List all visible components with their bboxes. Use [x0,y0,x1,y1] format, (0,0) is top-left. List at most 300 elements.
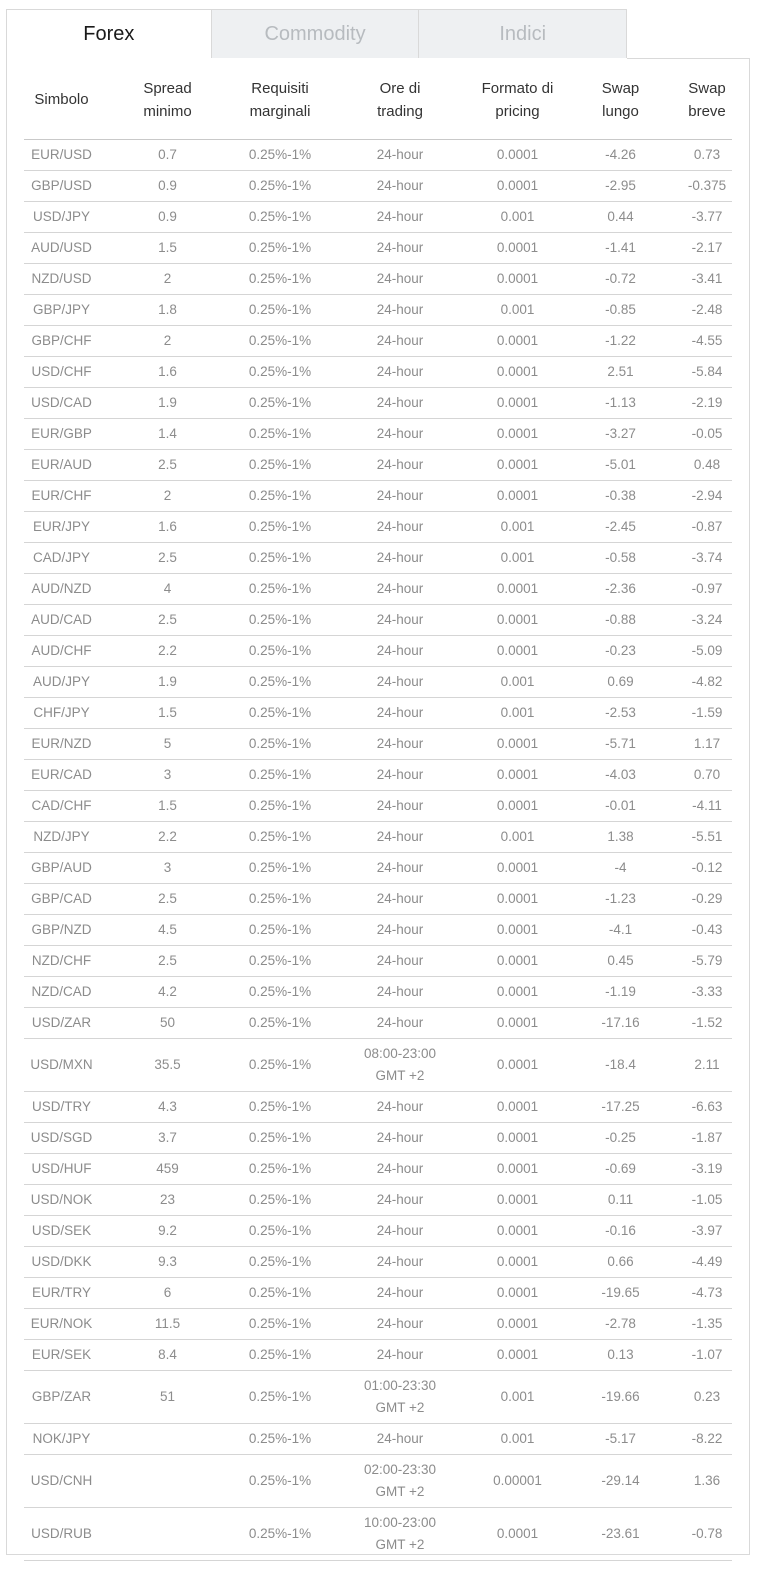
cell-trading-hours [324,1039,476,1092]
cell-text: 24-hour [376,519,424,534]
cell-text: 24-hour [376,984,424,999]
cell-text: NOK/JPY [32,1431,91,1446]
cell-margin-requirement [236,1216,324,1247]
cell-text: USD/CHF [31,364,92,379]
cell-symbol [24,1216,99,1247]
column-header-line: pricing [495,102,540,120]
cell-text: 4 [163,581,172,596]
cell-text: -2.36 [605,581,636,596]
cell-text: 0.25%-1% [248,1254,312,1269]
cell-text: 0.0001 [496,1223,539,1238]
cell-short-swap [682,450,732,481]
cell-short-swap [682,1247,732,1278]
cell-text: 0.0001 [496,240,539,255]
cell-short-swap [682,1340,732,1371]
cell-long-swap [559,140,682,171]
cell-text: -18.4 [605,1057,636,1072]
tab-forex[interactable]: Forex [6,9,212,59]
table-row [24,977,732,1008]
cell-text: 1.9 [158,674,177,689]
cell-symbol [24,977,99,1008]
cell-short-swap [682,1455,732,1508]
cell-text: 01:00-23:30 [363,1378,437,1393]
table-row [24,419,732,450]
cell-trading-hours [324,1309,476,1340]
cell-text: 2 [163,333,172,348]
cell-min-spread [99,140,236,171]
cell-text: 0.48 [693,457,721,472]
cell-min-spread [99,543,236,574]
cell-margin-requirement [236,295,324,326]
cell-trading-hours [324,1185,476,1216]
table-row [24,667,732,698]
cell-long-swap [559,822,682,853]
cell-text: -0.87 [691,519,723,534]
cell-text: -1.05 [691,1192,723,1207]
cell-margin-requirement [236,1154,324,1185]
cell-margin-requirement [236,1340,324,1371]
cell-symbol [24,1309,99,1340]
cell-text: 0.0001 [496,953,539,968]
cell-text: 0.25%-1% [248,1389,312,1404]
cell-text: -2.95 [605,178,636,193]
cell-symbol [24,729,99,760]
cell-text: -2.48 [691,302,723,317]
cell-text: 0.0001 [496,922,539,937]
table-row [24,1309,732,1340]
cell-short-swap [682,1424,732,1455]
cell-text: 24-hour [376,891,424,906]
cell-short-swap [682,698,732,729]
cell-long-swap [559,1455,682,1508]
cell-min-spread [99,884,236,915]
cell-trading-hours [324,1424,476,1455]
cell-text: 0.25%-1% [248,395,312,410]
cell-long-swap [559,1309,682,1340]
cell-margin-requirement [236,357,324,388]
cell-text: 0.73 [693,147,721,162]
cell-symbol [24,1039,99,1092]
table-row [24,1008,732,1039]
cell-trading-hours [324,233,476,264]
cell-text: CAD/CHF [31,798,92,813]
cell-text: -1.07 [691,1347,723,1362]
cell-long-swap [559,1039,682,1092]
cell-text: 24-hour [376,333,424,348]
cell-text: 0.25%-1% [248,1526,312,1541]
cell-text: 23 [159,1192,176,1207]
cell-short-swap [682,977,732,1008]
cell-text: 0.25%-1% [248,1015,312,1030]
cell-trading-hours [324,326,476,357]
cell-text: 4.2 [158,984,177,999]
cell-text: -4 [614,860,627,875]
cell-trading-hours [324,1278,476,1309]
cell-pricing-format [476,1123,559,1154]
cell-text: -0.69 [605,1161,636,1176]
cell-text: 2.51 [607,364,634,379]
cell-short-swap [682,1508,732,1561]
cell-text: -3.41 [691,271,723,286]
cell-text: 2.2 [158,643,177,658]
column-header-line: Simbolo [34,91,89,108]
cell-trading-hours [324,419,476,450]
cell-text: 24-hour [376,1223,424,1238]
column-header-line: Spread [143,79,192,97]
cell-text: 0.25%-1% [248,736,312,751]
cell-trading-hours [324,295,476,326]
cell-text: 0.0001 [496,767,539,782]
cell-text: AUD/JPY [32,674,90,689]
cell-pricing-format [476,357,559,388]
table-row [24,698,732,729]
cell-text: 0.0001 [496,333,539,348]
cell-short-swap [682,853,732,884]
cell-text: 0.0001 [496,612,539,627]
cell-long-swap [559,574,682,605]
cell-text: USD/JPY [32,209,90,224]
cell-min-spread [99,1508,236,1561]
cell-trading-hours [324,202,476,233]
cell-text: USD/MXN [30,1057,93,1072]
cell-short-swap [682,1123,732,1154]
cell-symbol [24,915,99,946]
cell-trading-hours [324,1508,476,1561]
cell-short-swap [682,791,732,822]
cell-text: -0.12 [691,860,723,875]
cell-text: -0.38 [605,488,636,503]
cell-text: 0.0001 [496,1057,539,1072]
cell-text: 0.25%-1% [248,767,312,782]
cell-text: 24-hour [376,395,424,410]
cell-long-swap [559,605,682,636]
cell-text: -5.17 [605,1431,636,1446]
cell-pricing-format [476,946,559,977]
column-header-line: minimo [143,102,192,120]
cell-margin-requirement [236,388,324,419]
cell-text: 24-hour [376,1130,424,1145]
cell-trading-hours [324,388,476,419]
cell-text: 0.0001 [496,798,539,813]
cell-long-swap [559,1123,682,1154]
cell-text: 0.001 [500,209,535,224]
cell-pricing-format [476,1008,559,1039]
cell-margin-requirement [236,884,324,915]
cell-min-spread [99,1278,236,1309]
cell-symbol [24,295,99,326]
cell-margin-requirement [236,946,324,977]
cell-text: EUR/SEK [31,1347,92,1362]
cell-text: CHF/JPY [33,705,90,720]
cell-text: -0.78 [691,1526,723,1541]
cell-text: 0.25%-1% [248,1347,312,1362]
cell-text: 0.66 [607,1254,634,1269]
cell-pricing-format [476,853,559,884]
cell-symbol [24,1371,99,1424]
cell-pricing-format [476,326,559,357]
cell-text: 0.25%-1% [248,457,312,472]
cell-text: 10:00-23:00 [363,1515,437,1530]
cell-text: 0.11 [607,1192,634,1207]
cell-min-spread [99,853,236,884]
cell-text: 2.5 [158,891,177,906]
table-row [24,295,732,326]
cell-symbol [24,574,99,605]
cell-trading-hours [324,1154,476,1185]
table-row [24,636,732,667]
cell-text: -2.19 [691,395,723,410]
cell-margin-requirement [236,1371,324,1424]
cell-text: 24-hour [376,860,424,875]
cell-symbol [24,1455,99,1508]
cell-min-spread [99,791,236,822]
cell-symbol [24,419,99,450]
tab-bar [6,9,627,59]
cell-text: 1.6 [158,519,177,534]
tab-indici[interactable]: Indici [419,9,627,59]
cell-text: 24-hour [376,736,424,751]
cell-symbol [24,326,99,357]
cell-margin-requirement [236,171,324,202]
cell-long-swap [559,512,682,543]
cell-text: -0.16 [605,1223,636,1238]
cell-trading-hours [324,977,476,1008]
cell-text: 0.25%-1% [248,1473,312,1488]
cell-margin-requirement [236,264,324,295]
column-header-symbol [24,60,99,140]
cell-symbol [24,1278,99,1309]
cell-min-spread [99,388,236,419]
cell-symbol [24,1154,99,1185]
cell-text: 0.0001 [496,364,539,379]
cell-symbol [24,481,99,512]
cell-pricing-format [476,1508,559,1561]
cell-text: USD/CAD [31,395,92,410]
cell-text: -2.53 [605,705,636,720]
cell-long-swap [559,729,682,760]
cell-text: USD/SGD [30,1130,93,1145]
cell-text: 0.0001 [496,643,539,658]
cell-long-swap [559,1216,682,1247]
table-row [24,481,732,512]
cell-long-swap [559,884,682,915]
cell-text: 24-hour [376,302,424,317]
cell-long-swap [559,977,682,1008]
cell-trading-hours [324,1455,476,1508]
cell-short-swap [682,543,732,574]
cell-text: 24-hour [376,1347,424,1362]
cell-text: 24-hour [376,178,424,193]
cell-text: 24-hour [376,1254,424,1269]
cell-text: 1.36 [693,1473,721,1488]
cell-text: -6.63 [691,1099,723,1114]
cell-text: 2.5 [158,457,177,472]
cell-margin-requirement [236,1424,324,1455]
cell-text: 24-hour [376,767,424,782]
cell-text: 0.25%-1% [248,953,312,968]
cell-text: USD/RUB [31,1526,92,1541]
cell-pricing-format [476,1216,559,1247]
cell-min-spread [99,605,236,636]
cell-text: EUR/CAD [31,767,92,782]
cell-symbol [24,202,99,233]
cell-long-swap [559,481,682,512]
column-header-short-swap [682,60,732,140]
cell-text: 0.25%-1% [248,581,312,596]
cell-long-swap [559,698,682,729]
table-row [24,202,732,233]
cell-symbol [24,605,99,636]
cell-text: 0.001 [500,550,535,565]
cell-min-spread [99,1247,236,1278]
cell-margin-requirement [236,1309,324,1340]
cell-short-swap [682,574,732,605]
cell-text: 3 [163,767,172,782]
cell-symbol [24,171,99,202]
cell-text: -4.1 [608,922,633,937]
cell-text: GMT +2 [375,1484,425,1499]
cell-min-spread [99,1340,236,1371]
cell-text: USD/CNH [30,1473,93,1488]
cell-symbol [24,512,99,543]
cell-text: 0.001 [500,1389,535,1404]
cell-text: 2.5 [158,953,177,968]
cell-margin-requirement [236,512,324,543]
cell-text: -4.11 [692,798,722,813]
cell-text: 0.0001 [496,891,539,906]
cell-text: -3.27 [605,426,636,441]
cell-long-swap [559,295,682,326]
cell-pricing-format [476,822,559,853]
column-header-line: Requisiti [251,79,309,97]
cell-short-swap [682,326,732,357]
cell-text: 5 [163,736,172,751]
cell-text: 3.7 [158,1130,177,1145]
cell-long-swap [559,1154,682,1185]
cell-long-swap [559,1508,682,1561]
cell-text: 24-hour [376,705,424,720]
cell-text: 0.0001 [496,271,539,286]
table-row [24,791,732,822]
table-row [24,1455,732,1508]
cell-text: 0.0001 [496,1099,539,1114]
cell-text: 0.25%-1% [248,860,312,875]
table-row [24,605,732,636]
cell-short-swap [682,1185,732,1216]
cell-margin-requirement [236,791,324,822]
cell-min-spread [99,760,236,791]
cell-min-spread [99,1309,236,1340]
cell-text: -0.23 [605,643,636,658]
cell-pricing-format [476,1185,559,1216]
cell-pricing-format [476,760,559,791]
cell-margin-requirement [236,1278,324,1309]
cell-margin-requirement [236,450,324,481]
cell-short-swap [682,171,732,202]
cell-text: 24-hour [376,457,424,472]
cell-text: -1.87 [691,1130,723,1145]
cell-text: 24-hour [376,426,424,441]
cell-long-swap [559,853,682,884]
cell-long-swap [559,357,682,388]
cell-long-swap [559,636,682,667]
cell-symbol [24,1185,99,1216]
cell-trading-hours [324,884,476,915]
cell-text: 0.25%-1% [248,798,312,813]
cell-text: 0.0001 [496,1192,539,1207]
cell-text: -0.88 [605,612,636,627]
tab-commodity[interactable]: Commodity [212,9,420,59]
table-row [24,1216,732,1247]
cell-text: 0.25%-1% [248,488,312,503]
cell-min-spread [99,822,236,853]
cell-text: 24-hour [376,1161,424,1176]
cell-symbol [24,1008,99,1039]
cell-margin-requirement [236,729,324,760]
cell-text: 35.5 [154,1057,181,1072]
cell-symbol [24,853,99,884]
cell-long-swap [559,264,682,295]
cell-text: -5.71 [605,736,636,751]
cell-pricing-format [476,791,559,822]
cell-text: 0.25%-1% [248,1192,312,1207]
cell-text: -1.19 [605,984,636,999]
cell-text: GMT +2 [375,1068,425,1083]
cell-short-swap [682,357,732,388]
cell-short-swap [682,1371,732,1424]
cell-text: 0.25%-1% [248,519,312,534]
cell-min-spread [99,233,236,264]
cell-symbol [24,1340,99,1371]
cell-text: 0.0001 [496,178,539,193]
cell-pricing-format [476,171,559,202]
cell-text: -3.19 [691,1161,723,1176]
cell-symbol [24,636,99,667]
cell-min-spread [99,512,236,543]
cell-margin-requirement [236,853,324,884]
cell-margin-requirement [236,543,324,574]
cell-pricing-format [476,605,559,636]
cell-text: 4.3 [158,1099,177,1114]
cell-text: 0.25%-1% [248,1099,312,1114]
cell-text: 24-hour [376,953,424,968]
cell-long-swap [559,202,682,233]
cell-min-spread [99,698,236,729]
column-header-line: lungo [602,102,639,120]
cell-text: 9.3 [158,1254,177,1269]
cell-pricing-format [476,574,559,605]
cell-text: 6 [163,1285,172,1300]
cell-trading-hours [324,1247,476,1278]
cell-text: 0.25%-1% [248,147,312,162]
cell-symbol [24,1424,99,1455]
cell-short-swap [682,233,732,264]
cell-min-spread [99,667,236,698]
cell-text: -2.17 [691,240,723,255]
cell-text: 1.17 [693,736,721,751]
cell-text: 24-hour [376,798,424,813]
cell-pricing-format [476,1092,559,1123]
cell-margin-requirement [236,481,324,512]
cell-min-spread [99,1185,236,1216]
cell-pricing-format [476,233,559,264]
cell-trading-hours [324,698,476,729]
cell-min-spread [99,1216,236,1247]
cell-text: -0.01 [605,798,636,813]
cell-margin-requirement [236,636,324,667]
cell-margin-requirement [236,202,324,233]
cell-trading-hours [324,140,476,171]
